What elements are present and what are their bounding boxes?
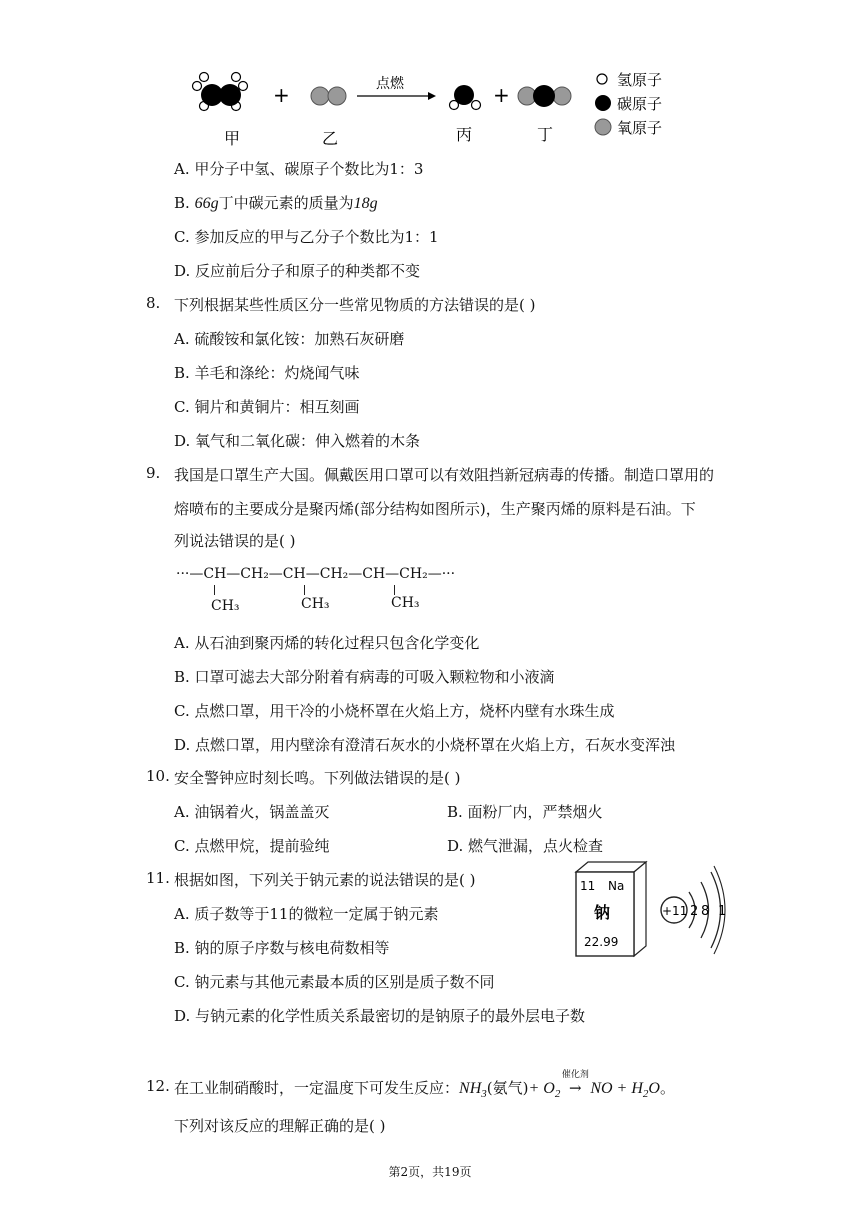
q8-option-a[interactable]: A. 硫酸铵和氯化铵：加熟石灰研磨 [174, 330, 405, 348]
q9-option-b[interactable]: B. 口罩可滤去大部分附着有病毒的可吸入颗粒物和小液滴 [174, 668, 555, 686]
element-name: 钠 [594, 903, 611, 922]
legend-oxygen-swatch [595, 119, 611, 135]
label-bing: 丙 [456, 125, 473, 144]
atomic-mass: 22.99 [584, 935, 619, 949]
shell-electrons-3: 1 [718, 904, 727, 919]
q11-number: 11. [146, 869, 170, 887]
q9-option-c[interactable]: C. 点燃口罩，用干冷的小烧杯罩在火焰上方，烧杯内壁有水珠生成 [174, 702, 615, 720]
bond-line [394, 585, 395, 595]
bond-line [214, 585, 215, 595]
page-footer: 第2页，共19页 [388, 1165, 472, 1179]
q8-option-b[interactable]: B. 羊毛和涤纶：灼烧闻气味 [174, 364, 360, 382]
q7-option-a[interactable]: A. 甲分子中氢、碳原子个数比为1：3 [174, 160, 424, 178]
q7-option-b[interactable] [174, 192, 378, 213]
q12-stem-line2: 下列对该反应的理解正确的是( ) [174, 1117, 386, 1135]
q10-option-d[interactable]: D. 燃气泄漏，点火检查 [447, 837, 604, 855]
q11-option-a[interactable]: A. 质子数等于11的微粒一定属于钠元素 [174, 905, 439, 923]
q8-option-d[interactable]: D. 氧气和二氧化碳：伸入燃着的木条 [174, 432, 421, 450]
q10-option-a[interactable]: A. 油锅着火，锅盖盖灭 [174, 803, 330, 821]
molecule-jia [193, 73, 248, 111]
molecule-ding [518, 85, 571, 107]
nucleus-charge: +11 [662, 904, 688, 918]
polypropylene-structure [176, 566, 506, 618]
q9-stem-line3: 列说法错误的是( ) [174, 532, 296, 550]
q9-option-a[interactable]: A. 从石油到聚丙烯的转化过程只包含化学变化 [174, 634, 480, 652]
label-ding: 丁 [537, 125, 554, 144]
formula-products: NO + H [590, 1080, 643, 1097]
label-yi: 乙 [322, 129, 339, 148]
legend-carbon-swatch [595, 95, 611, 111]
shell-electrons-1: 2 [690, 904, 699, 919]
legend-hydrogen-swatch [597, 74, 607, 84]
methyl-group: CH₃ [301, 596, 330, 612]
legend-hydrogen: 氢原子 [617, 71, 663, 89]
sodium-element-card [574, 860, 650, 960]
q9-stem-line1: 我国是口罩生产大国。佩戴医用口罩可以有效阻挡新冠病毒的传播。制造口罩用的 [174, 466, 715, 484]
shell-electrons-2: 8 [701, 904, 710, 919]
mass-18g: 18g [353, 195, 378, 212]
option-text: 丁中碳元素的质量为 [218, 194, 354, 212]
arrow-head [428, 92, 436, 100]
q7-option-c[interactable]: C. 参加反应的甲与乙分子个数比为1：1 [174, 228, 439, 246]
formula-h2o-sub: 2 [642, 1088, 649, 1100]
formula-nh3: NH [459, 1080, 482, 1097]
q8-stem: 下列根据某些性质区分一些常见物质的方法错误的是( ) [174, 296, 536, 314]
catalyst-label: 催化剂 [561, 1070, 589, 1080]
q12-stem-text: 在工业制硝酸时，一定温度下可发生反应： [174, 1079, 460, 1097]
nh3-name: (氨气) [486, 1079, 529, 1097]
q9-stem-line2: 熔喷布的主要成分是聚丙烯(部分结构如图所示)，生产聚丙烯的原料是石油。下 [174, 500, 696, 518]
q11-option-c[interactable]: C. 钠元素与其他元素最本质的区别是质子数不同 [174, 973, 495, 991]
q11-option-b[interactable]: B. 钠的原子序数与核电荷数相等 [174, 939, 390, 957]
q10-number: 10. [146, 767, 170, 785]
formula-nh3-sub: 3 [481, 1088, 487, 1100]
q11-option-d[interactable]: D. 与钠元素的化学性质关系最密切的是钠原子的最外层电子数 [174, 1007, 586, 1025]
arrow-symbol: → [569, 1079, 582, 1097]
q7-option-d[interactable]: D. 反应前后分子和原子的种类都不变 [174, 262, 421, 280]
methyl-group: CH₃ [211, 598, 240, 614]
legend-carbon: 碳原子 [617, 95, 663, 113]
period: 。 [659, 1079, 675, 1097]
molecule-bing [450, 85, 481, 110]
catalyst-arrow [560, 1070, 590, 1097]
formula-o2-sub: 2 [554, 1088, 561, 1100]
legend-oxygen: 氧原子 [617, 119, 663, 137]
element-symbol: Na [608, 879, 625, 893]
label-jia: 甲 [224, 129, 241, 148]
sodium-atom-diagram [656, 860, 730, 960]
q8-number: 8. [146, 294, 161, 312]
arrow-label: 点燃 [376, 76, 404, 92]
q9-option-d[interactable]: D. 点燃口罩，用内壁涂有澄清石灰水的小烧杯罩在火焰上方，石灰水变浑浊 [174, 736, 676, 754]
q8-option-c[interactable]: C. 铜片和黄铜片：相互刻画 [174, 398, 360, 416]
q10-option-b[interactable]: B. 面粉厂内，严禁烟火 [447, 803, 603, 821]
bond-line [304, 585, 305, 595]
q9-number: 9. [146, 464, 161, 482]
reaction-diagram [180, 62, 680, 152]
q12-stem-line1 [174, 1070, 675, 1100]
formula-o2: + O [528, 1080, 555, 1097]
structure-main-chain: ···—CH—CH₂—CH—CH₂—CH—CH₂—··· [176, 566, 456, 582]
molecule-yi [311, 87, 346, 105]
q11-stem: 根据如图，下列关于钠元素的说法错误的是( ) [174, 871, 476, 889]
methyl-group: CH₃ [391, 595, 420, 611]
plus-sign: + [273, 83, 290, 107]
plus-sign: + [493, 83, 510, 107]
q10-option-c[interactable]: C. 点燃甲烷，提前验纯 [174, 837, 330, 855]
mass-66g: 66g [194, 195, 219, 212]
formula-h2o-o: O [648, 1080, 660, 1097]
option-prefix: B. [174, 194, 195, 212]
q12-number: 12. [146, 1077, 170, 1095]
atomic-number: 11 [580, 879, 596, 893]
q10-stem: 安全警钟应时刻长鸣。下列做法错误的是( ) [174, 769, 461, 787]
